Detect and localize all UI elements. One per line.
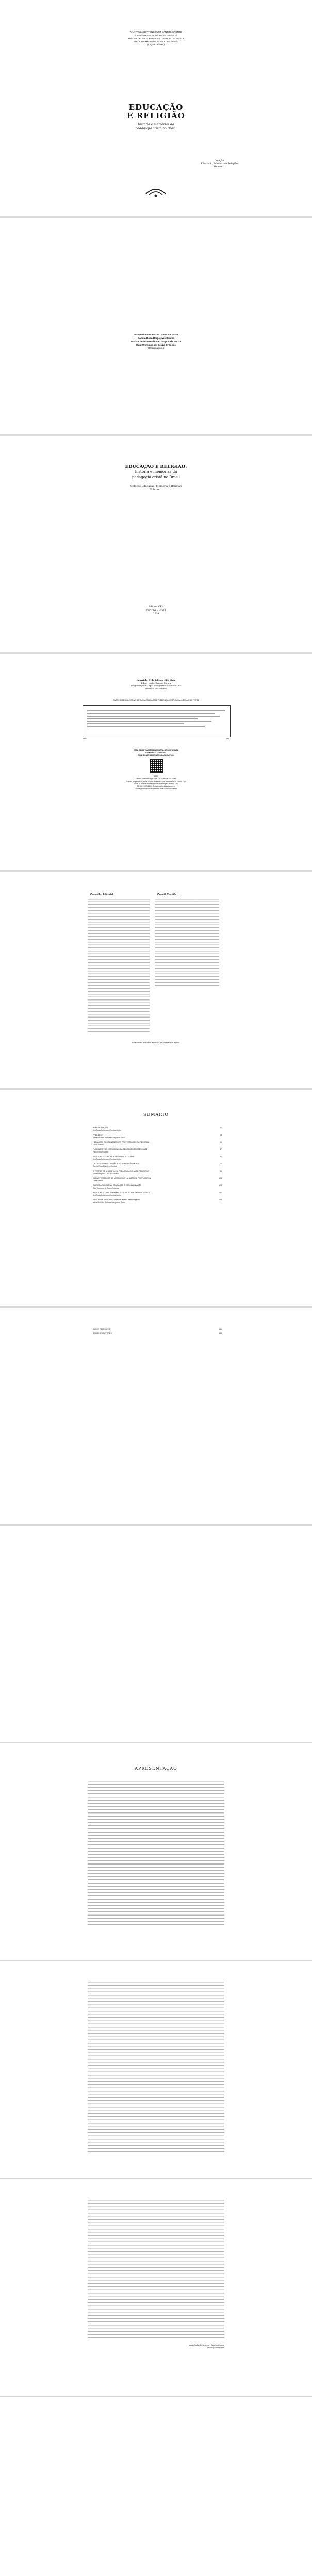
presentation-page-continued <box>0 1961 312 2178</box>
council-footer: Este livro foi avaliado e aprovado por pareceristas ad hoc. <box>132 1042 180 1044</box>
toc-entry-title: A EDUCAÇÃO CATÓLICA NO BRASIL COLONIAL <box>93 1156 135 1158</box>
cip-line <box>87 716 220 717</box>
cover-subtitle-line: pedagogia cristã no Brasil <box>135 127 177 130</box>
toc-entry-title: ÍNDICE REMISSIVO <box>93 1328 110 1330</box>
council-page <box>0 872 312 1088</box>
cover-author: MARIA CLEONICE BARBOSA CAMPOS DE SOUZA <box>128 37 184 40</box>
rights-line: ESTA OBRA TAMBÉM ENCONTRA-SE DISPONÍVEL <box>133 749 179 751</box>
legal-note: 2020 <box>154 775 158 777</box>
cover-author: CAMILA ROSA BLAGOJEVIC SANTOS <box>135 34 177 37</box>
cip-line <box>87 713 215 714</box>
toc-entry-author: Ana Paula Bettencourt Santos Castro <box>93 1129 121 1131</box>
cover-author: RAUL WOMMAN DE SOUZA ORDONES <box>134 40 178 43</box>
title-page-collection <box>77 485 235 492</box>
cover-author: ANA PAULA BETTENCOURT SANTOS CASTRO <box>129 31 182 33</box>
toc-entry-author: Laura Valente <box>93 1179 104 1182</box>
imprint-publisher: Editora CRV <box>149 606 163 608</box>
scientific-committee-heading: Comitê Científico: <box>157 893 179 896</box>
title-page-subtitle: história e memórias da <box>135 470 177 474</box>
presentation-body <box>88 1982 224 2152</box>
toc-entry-author: Ana Paula Bettencourt Santos Castro <box>93 1158 121 1160</box>
toc-entry[interactable] <box>93 1328 222 1330</box>
title-page <box>0 436 312 652</box>
title-page-heading <box>77 464 235 480</box>
organizer-name: Raul Womman de Souza Ordones <box>136 344 176 347</box>
toc-entry-page: 11 <box>220 1127 222 1129</box>
toc-entry-title: APRESENTAÇÃO <box>93 1127 108 1129</box>
cip-record-box <box>83 705 231 737</box>
organizer-name: Maria Cleonice Barbosa Campos de Souza <box>130 341 182 343</box>
toc-entry-page: 125 <box>219 1184 222 1187</box>
toc-entry-title: SOBRE OS AUTORES <box>93 1332 112 1334</box>
title-page-subtitle: pedagogia cristã no Brasil <box>132 475 180 479</box>
imprint-city: Curitiba – Brasil <box>146 609 166 612</box>
copyright-line: Copyright © da Editora CRV Ltda. <box>136 679 176 681</box>
toc-entry-author: Ana Paula Bettencourt Santos Castro <box>93 1194 121 1196</box>
cip-line <box>87 718 198 719</box>
signoff-names: Ana Paula Bettencourt Santos Castro <box>189 2344 224 2346</box>
cover-collection-name: Educação, Memória e Religião <box>201 163 238 165</box>
toc-entry-title: O TEATRO DE ANCHIETA E A PEDAGOGIA DO AUTO RELIGIOSO <box>93 1170 150 1172</box>
editorial-council-list <box>88 899 150 1032</box>
toc-entry-author: Paulo Roque Santos <box>93 1150 109 1153</box>
qr-code-icon <box>150 759 163 773</box>
organizer-name: Ana Paula Bettencourt Santos Castro <box>134 334 178 336</box>
cover-authors <box>77 31 235 46</box>
legal-note: Foi feito o depósito legal conf. Lei 10.994 de 14/12/2004 <box>135 777 177 780</box>
cover-title-line: EDUCAÇÃO <box>128 103 184 112</box>
legal-note: Todos os direitos desta edição reservados pela: Editora CRV <box>134 783 178 785</box>
toc-entry-author: Maria Cleonice Barbosa Campos de Souza <box>93 1201 126 1204</box>
cip-line <box>87 726 205 727</box>
presentation-page <box>0 1743 312 1960</box>
presentation-page-end <box>0 2179 312 2396</box>
organizers-page <box>0 218 312 434</box>
doi-label: DOI <box>226 738 229 740</box>
title-page-imprint <box>77 606 235 616</box>
toc-entry-page: 181 <box>219 1328 222 1330</box>
blank-page <box>0 2397 312 2576</box>
toc-entry-author: Maria Cleonice Barbosa Campos de Souza <box>93 1136 126 1139</box>
legal-note: Conheça os nossos lançamentos: www.editoracrv.com.br <box>135 787 177 790</box>
toc-entry-title: PREFÁCIO <box>93 1134 103 1136</box>
copyright-revision: Revisão: Os Autores <box>145 687 167 690</box>
cip-line <box>87 723 184 724</box>
toc-entry-page: 105 <box>219 1177 222 1179</box>
toc-entry-author: Maria Margarida Lima de Carvalho <box>93 1172 119 1175</box>
legal-note: Tel.: (41) 3039-6418 - E-mail: sac@editoracrv.com.br <box>137 785 175 788</box>
blank-page <box>0 1526 312 1742</box>
toc-entry-page: 19 <box>220 1141 222 1143</box>
toc-entry-page: 71 <box>220 1163 222 1165</box>
cover-authors-role: (Organizadores) <box>147 43 165 46</box>
imprint-year: 2020 <box>153 613 159 615</box>
toc-entry-title: OS CATECISMOS CRISTÃOS E A FORMAÇÃO MORAL <box>93 1163 140 1165</box>
presentation-heading: APRESENTAÇÃO <box>135 1766 177 1771</box>
cover-subtitle-line: história e memórias da <box>138 123 174 126</box>
toc-entry-page: 15 <box>220 1134 222 1136</box>
toc-entry-author: Dílson Roberto <box>93 1143 104 1146</box>
toc-entry-page: 89 <box>220 1170 222 1172</box>
organizers-list <box>77 334 235 351</box>
cover-collection <box>186 160 253 169</box>
toc-entry-title: CARACTERÍSTICAS DO METODISMO NA AMÉRICA PORTUGUESA <box>93 1177 151 1179</box>
toc-entry-page: 37 <box>220 1148 222 1150</box>
title-page-volume: Volume 1 <box>150 488 162 492</box>
cip-line <box>87 710 225 711</box>
toc-entry-title: FUNDAMENTOS E MEMÓRIAS DA EDUCAÇÃO PROTESTANTE <box>93 1148 148 1150</box>
presentation-body <box>88 1781 224 1925</box>
toc-heading: SUMÁRIO <box>143 1112 169 1117</box>
toc-entry-page: 185 <box>219 1332 222 1334</box>
presentation-signoff <box>165 2344 224 2349</box>
publisher-logo-icon <box>142 183 170 199</box>
rights-line: CONHEÇA E BAIXE NOSSO APLICATIVO! <box>138 754 174 756</box>
scientific-committee-list <box>155 899 219 986</box>
title-page-collection-name: Coleção Educação, Memória e Religião <box>130 485 182 488</box>
organizers-role: (Organizadores) <box>147 347 165 350</box>
signoff-role: Os Organizadores <box>207 2347 224 2349</box>
legal-note: Proibida a reprodução parcial ou total desta obra sem autorização da Editora CRV <box>126 780 186 783</box>
cover-collection-label: Coleção <box>214 160 224 162</box>
toc-page <box>0 1090 312 1306</box>
copyright-block <box>77 679 235 690</box>
cover-subtitle <box>77 123 235 131</box>
organizer-name: Camila Rosa Blagojevic Santos <box>137 337 175 340</box>
toc-entry-page: 163 <box>219 1199 222 1201</box>
cip-line <box>87 721 211 722</box>
rights-block <box>77 749 235 757</box>
toc-entry[interactable] <box>93 1332 222 1334</box>
cover-title-line: E RELIGIÃO <box>127 111 185 121</box>
presentation-body <box>88 2200 224 2339</box>
rights-line: EM FORMATO DIGITAL. <box>145 752 167 754</box>
cover-title <box>77 103 235 121</box>
toc-entry-title: HERANÇAS DOS PENSADORES PROTESTANTES DA REFORMA <box>93 1141 150 1143</box>
toc-page-continued <box>0 1308 312 1524</box>
toc-entry-author: Raul Womman de Souza Ordones <box>93 1187 119 1189</box>
title-page-title: EDUCAÇÃO E RELIGIÃO: <box>125 464 187 469</box>
copyright-page <box>0 654 312 870</box>
editorial-council-heading: Conselho Editorial: <box>90 893 114 896</box>
toc-entry-author: Camila Rosa Blagojevic Santos <box>93 1165 117 1167</box>
toc-entry-title: HISTÓRIA E MEMÓRIA: aspectos teórico-metodológicos <box>93 1199 140 1201</box>
toc-entry-title: CULTURA RELIGIOSA, EDUCAÇÃO E ESCOLARIZAÇÃO <box>93 1184 142 1187</box>
cip-title: DADOS INTERNACIONAIS DE CATALOGAÇÃO NA PUBLICAÇÃO (CIP) CATALOGAÇÃO NA FONTE <box>112 699 200 701</box>
legal-notes <box>77 775 235 790</box>
isbn-row <box>83 738 229 740</box>
isbn-label: ISBN <box>83 738 87 740</box>
cover-volume: Volume 1 <box>214 166 225 168</box>
copyright-cover: Diagramação e Capa: Designers da Editora CRV <box>130 684 182 687</box>
cover-page <box>0 0 312 216</box>
toc-entry-title: A EDUCAÇÃO NAS SEMINÁRIOS CATÓLICOS E PROTESTANTES <box>93 1192 150 1194</box>
copyright-editor: Editor-chefe: Railson Moura <box>141 681 171 684</box>
toc-entry-page: 51 <box>220 1156 222 1158</box>
toc-entry-page: 141 <box>219 1192 222 1194</box>
